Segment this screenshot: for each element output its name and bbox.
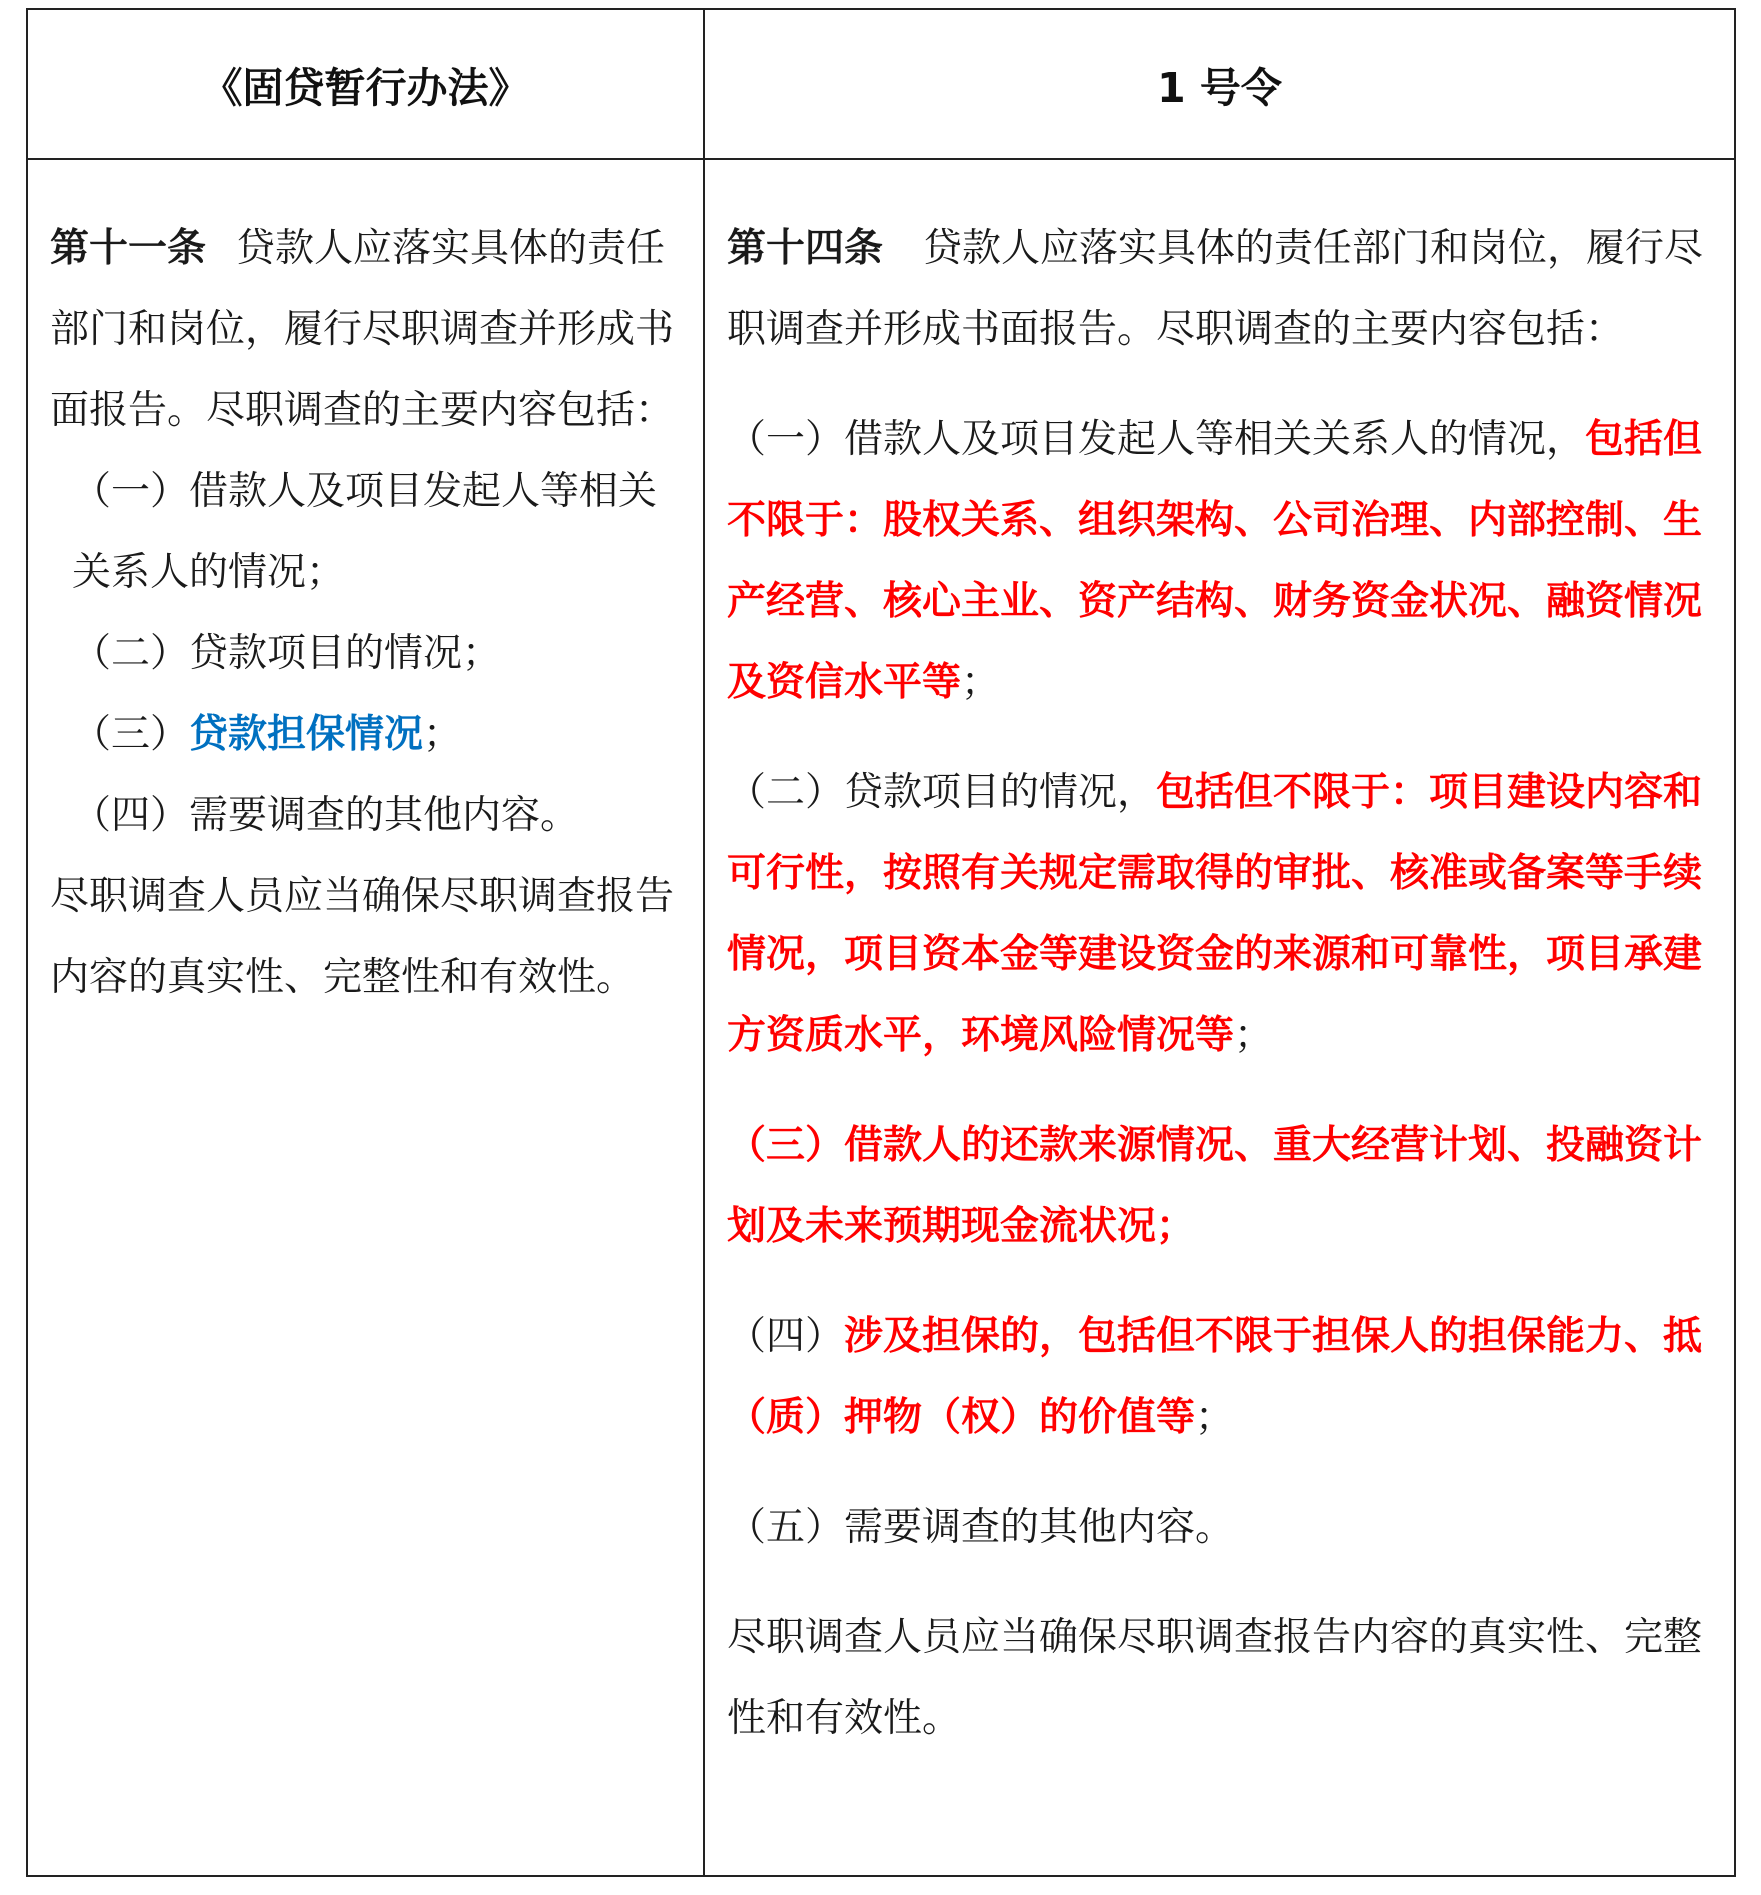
right-item-4 (727, 1296, 1712, 1458)
left-article-number: 第十一条 (50, 226, 207, 271)
left-item-4: （四）需要调查的其他内容。 (72, 793, 580, 838)
right-item-1 (727, 399, 1712, 723)
left-item-2: （二）贷款项目的情况； (72, 631, 502, 676)
right-item-2 (727, 752, 1712, 1076)
left-intro: 贷款人应落实具体的责任部门和岗位，履行尽职调查并形成书面报告。尽职调查的主要内容包括： (50, 226, 675, 433)
right-column (704, 159, 1735, 1876)
header-right: 1 号令 (704, 9, 1735, 159)
right-article-paragraph (727, 208, 1712, 370)
right-item-2-red: 包括但不限于：项目建设内容和可行性，按照有关规定需取得的审批、核准或备案等手续情况，项目资本金等建设资金的来源和可靠性，项目承建方资质水平，环境风险情况等 (727, 770, 1703, 1058)
right-item-1-plain: （一）借款人及项目发起人等相关关系人的情况， (727, 417, 1586, 462)
right-article-number: 第十四条 (727, 226, 884, 271)
left-article-paragraph (50, 208, 683, 451)
right-item-4-plain: （四） (727, 1314, 845, 1359)
right-item-2-plain: （二）贷款项目的情况， (727, 770, 1157, 815)
right-item-1-end: ； (961, 660, 1001, 705)
header-left: 《固贷暂行办法》 (27, 9, 704, 159)
right-item-1-red: 包括但不限于：股权关系、组织架构、公司治理、内部控制、生产经营、核心主业、资产结构、财务资金状况、融资情况及资信水平等 (727, 417, 1703, 705)
content-row (27, 159, 1735, 1876)
right-item-5: （五）需要调查的其他内容。 (727, 1505, 1235, 1550)
right-closing: 尽职调查人员应当确保尽职调查报告内容的真实性、完整性和有效性。 (727, 1615, 1703, 1741)
comparison-table (26, 8, 1736, 1877)
right-intro: 贷款人应落实具体的责任部门和岗位，履行尽职调查并形成书面报告。尽职调查的主要内容包括： (727, 226, 1704, 352)
left-closing: 尽职调查人员应当确保尽职调查报告内容的真实性、完整性和有效性。 (50, 874, 675, 1000)
right-item-2-end: ； (1234, 1013, 1274, 1058)
left-item-1: （一）借款人及项目发起人等相关关系人的情况； (72, 469, 658, 595)
left-item-3-highlight: 贷款担保情况 (189, 712, 424, 757)
right-item-3: （三）借款人的还款来源情况、重大经营计划、投融资计划及未来预期现金流状况； (727, 1123, 1703, 1249)
left-column (27, 159, 704, 1876)
left-item-3-suffix: ； (423, 712, 463, 757)
left-item-3-prefix: （三） (72, 712, 190, 757)
left-item-3 (50, 694, 683, 775)
right-item-4-end: ； (1195, 1395, 1235, 1440)
right-item-4-red: 涉及担保的，包括但不限于担保人的担保能力、抵（质）押物（权）的价值等 (727, 1314, 1703, 1440)
header-row (27, 9, 1735, 159)
